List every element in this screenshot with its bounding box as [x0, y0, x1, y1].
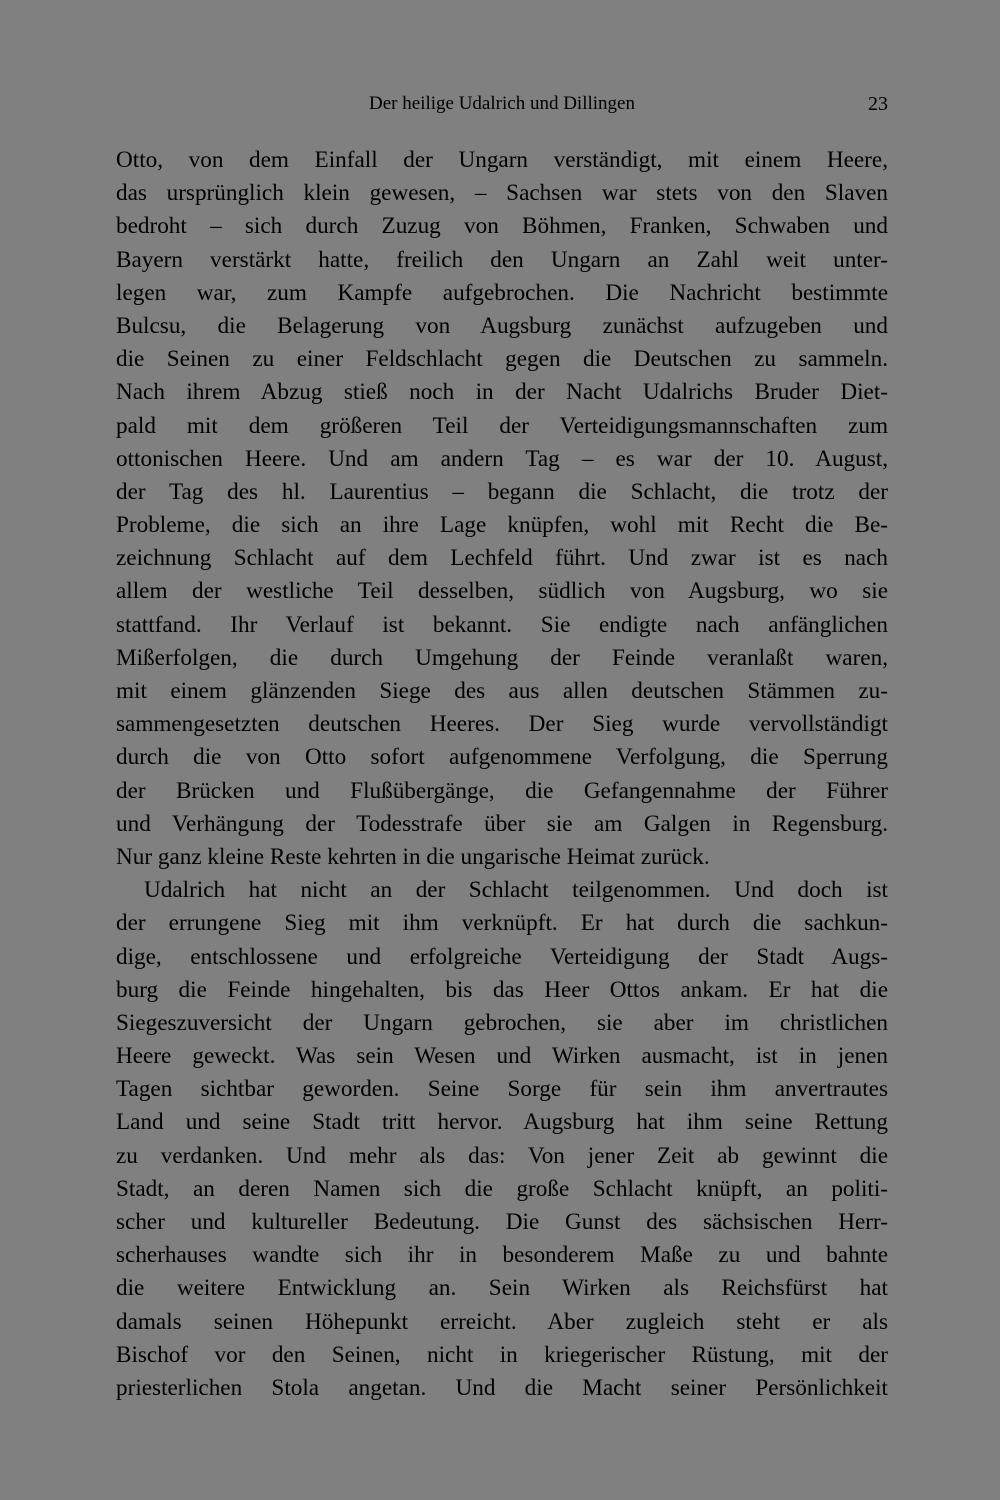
text-line: Probleme, die sich an ihre Lage knüpfen, wohl mit Recht die Be-	[116, 512, 888, 539]
running-head	[116, 90, 888, 118]
text-line: zu verdanken. Und mehr als das: Von jener Zeit ab gewinnt die	[116, 1142, 888, 1169]
text-line: Otto, von dem Einfall der Ungarn verständigt, mit einem Heere,	[116, 147, 888, 173]
text-line: Udalrich hat nicht an der Schlacht teilgenommen. Und doch ist	[144, 877, 888, 904]
text-line: Land und seine Stadt tritt hervor. Augsburg hat ihm seine Rettung	[116, 1109, 888, 1136]
text-line: pald mit dem größeren Teil der Verteidigungsmannschaften zum	[116, 412, 888, 439]
text-line: stattfand. Ihr Verlauf ist bekannt. Sie endigte nach anfänglichen	[116, 611, 888, 638]
text-line: scherhauses wandte sich ihr in besonderem Maße zu und bahnte	[116, 1242, 888, 1269]
text-line: legen war, zum Kampfe aufgebrochen. Die Nachricht bestimmte	[116, 279, 888, 306]
text-line: Heere geweckt. Was sein Wesen und Wirken ausmacht, ist in jenen	[116, 1043, 888, 1070]
text-line: burg die Feinde hingehalten, bis das Heer Ottos ankam. Er hat die	[116, 976, 888, 1003]
text-line: priesterlichen Stola angetan. Und die Macht seiner Persönlichkeit	[116, 1374, 888, 1401]
text-line: bedroht – sich durch Zuzug von Böhmen, Franken, Schwaben und	[116, 213, 888, 240]
paragraph	[116, 874, 888, 1405]
text-line: Mißerfolgen, die durch Umgehung der Feinde veranlaßt waren,	[116, 644, 888, 671]
text-line: der Brücken und Flußübergänge, die Gefangennahme der Führer	[116, 777, 888, 804]
text-line: Bischof vor den Seinen, nicht in kriegerischer Rüstung, mit der	[116, 1341, 888, 1368]
text-line: durch die von Otto sofort aufgenommene Verfolgung, die Sperrung	[116, 744, 888, 771]
text-line: allem der westliche Teil desselben, südlich von Augsburg, wo sie	[116, 578, 888, 605]
text-line: der Tag des hl. Laurentius – begann die Schlacht, die trotz der	[116, 478, 888, 505]
paragraph	[116, 144, 888, 874]
running-title: Der heilige Udalrich und Dillingen	[369, 93, 635, 114]
text-line: die weitere Entwicklung an. Sein Wirken als Reichsfürst hat	[116, 1275, 888, 1302]
text-line: dige, entschlossene und erfolgreiche Verteidigung der Stadt Augs-	[116, 943, 888, 970]
text-line: das ursprünglich klein gewesen, – Sachsen war stets von den Slaven	[116, 180, 888, 207]
text-line: Tagen sichtbar geworden. Seine Sorge für sein ihm anvertrautes	[116, 1076, 888, 1103]
text-line: Stadt, an deren Namen sich die große Schlacht knüpft, an politi-	[116, 1175, 888, 1202]
text-line: Nur ganz kleine Reste kehrten in die ungarische Heimat zurück.	[116, 843, 710, 870]
text-line: und Verhängung der Todesstrafe über sie am Galgen in Regensburg.	[116, 810, 888, 837]
text-line: ottonischen Heere. Und am andern Tag – es war der 10. August,	[116, 445, 888, 472]
text-line: mit einem glänzenden Siege des aus allen deutschen Stämmen zu-	[116, 678, 888, 704]
text-line: Bulcsu, die Belagerung von Augsburg zunächst aufzugeben und	[116, 312, 888, 339]
text-line: Siegeszuversicht der Ungarn gebrochen, sie aber im christlichen	[116, 1009, 888, 1036]
text-line: Nach ihrem Abzug stieß noch in der Nacht Udalrichs Bruder Diet-	[116, 379, 888, 406]
text-line: sammengesetzten deutschen Heeres. Der Sieg wurde vervollständigt	[116, 711, 888, 738]
page-number: 23	[868, 93, 888, 115]
text-line: damals seinen Höhepunkt erreicht. Aber zugleich steht er als	[116, 1308, 888, 1335]
text-line: Bayern verstärkt hatte, freilich den Ungarn an Zahl weit unter-	[116, 246, 888, 273]
text-line: die Seinen zu einer Feldschlacht gegen die Deutschen zu sammeln.	[116, 346, 888, 373]
body-text	[116, 144, 888, 1405]
text-line: zeichnung Schlacht auf dem Lechfeld führt. Und zwar ist es nach	[116, 545, 888, 572]
text-line: scher und kultureller Bedeutung. Die Gunst des sächsischen Herr-	[116, 1209, 888, 1235]
text-line: der errungene Sieg mit ihm verknüpft. Er hat durch die sachkun-	[116, 910, 888, 937]
